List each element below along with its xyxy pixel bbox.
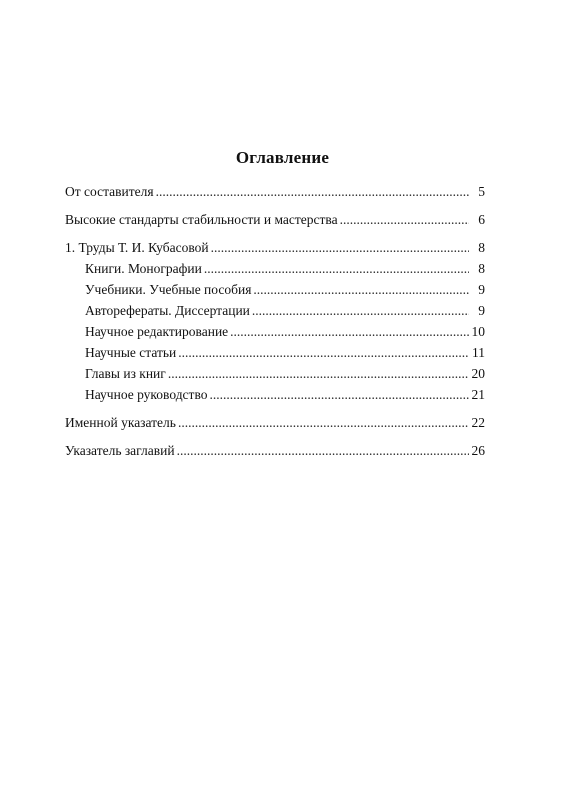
toc-entry-title: Научное редактирование <box>85 324 229 339</box>
toc-entry[interactable] <box>65 415 485 431</box>
toc-leader-dots <box>211 240 469 256</box>
toc-subentry[interactable] <box>65 366 485 382</box>
toc-entry-title: Главы из книг <box>85 366 166 381</box>
toc-entry-page: 20 <box>471 366 485 381</box>
toc-subentry[interactable] <box>65 303 485 319</box>
toc-entry-title: Высокие стандарты стабильности и мастерства <box>65 212 338 227</box>
toc-entry[interactable] <box>65 212 485 228</box>
toc-entry-title: Книги. Монографии <box>85 261 202 276</box>
toc-entry-title: Авторефераты. Диссертации <box>85 303 250 318</box>
toc-leader-dots <box>178 415 469 431</box>
toc-entry-title: Учебники. Учебные пособия <box>85 282 252 297</box>
toc-entry-page: 5 <box>478 184 485 199</box>
toc-entry[interactable] <box>65 184 485 200</box>
toc-subentry[interactable] <box>65 282 485 298</box>
toc-entry-page: 10 <box>471 324 485 339</box>
toc-entry-title: Указатель заглавий <box>65 443 175 458</box>
toc-leader-dots <box>168 366 469 382</box>
toc-subentry[interactable] <box>65 345 485 361</box>
toc-entry-page: 8 <box>478 261 485 276</box>
toc-entry-page: 9 <box>478 303 485 318</box>
toc-entry-title: 1. Труды Т. И. Кубасовой <box>65 240 209 255</box>
toc-entry-title: От составителя <box>65 184 154 199</box>
toc-subentry[interactable] <box>65 324 485 340</box>
toc-leader-dots <box>209 387 469 403</box>
toc-entry-page: 11 <box>472 345 485 360</box>
toc-entry-page: 26 <box>471 443 485 458</box>
toc-leader-dots <box>230 324 469 340</box>
toc-leader-dots <box>340 212 469 228</box>
toc-entry-title: Научные статьи <box>85 345 177 360</box>
page-title: Оглавление <box>235 148 330 167</box>
toc-entry-title: Научное руководство <box>85 387 208 402</box>
toc-leader-dots <box>204 261 469 277</box>
toc-subentry[interactable] <box>65 387 485 403</box>
table-of-contents <box>65 184 485 459</box>
toc-entry-page: 21 <box>471 387 485 402</box>
toc-leader-dots <box>252 303 469 319</box>
toc-entry-page: 22 <box>471 415 485 430</box>
toc-entry-title: Именной указатель <box>65 415 176 430</box>
toc-entry[interactable] <box>65 240 485 256</box>
toc-entry-page: 6 <box>478 212 485 227</box>
toc-leader-dots <box>156 184 469 200</box>
toc-entry-page: 9 <box>478 282 485 297</box>
toc-entry-page: 8 <box>478 240 485 255</box>
toc-leader-dots <box>253 282 469 298</box>
toc-entry[interactable] <box>65 443 485 459</box>
toc-subentry[interactable] <box>65 261 485 277</box>
toc-leader-dots <box>178 345 469 361</box>
toc-leader-dots <box>177 443 469 459</box>
